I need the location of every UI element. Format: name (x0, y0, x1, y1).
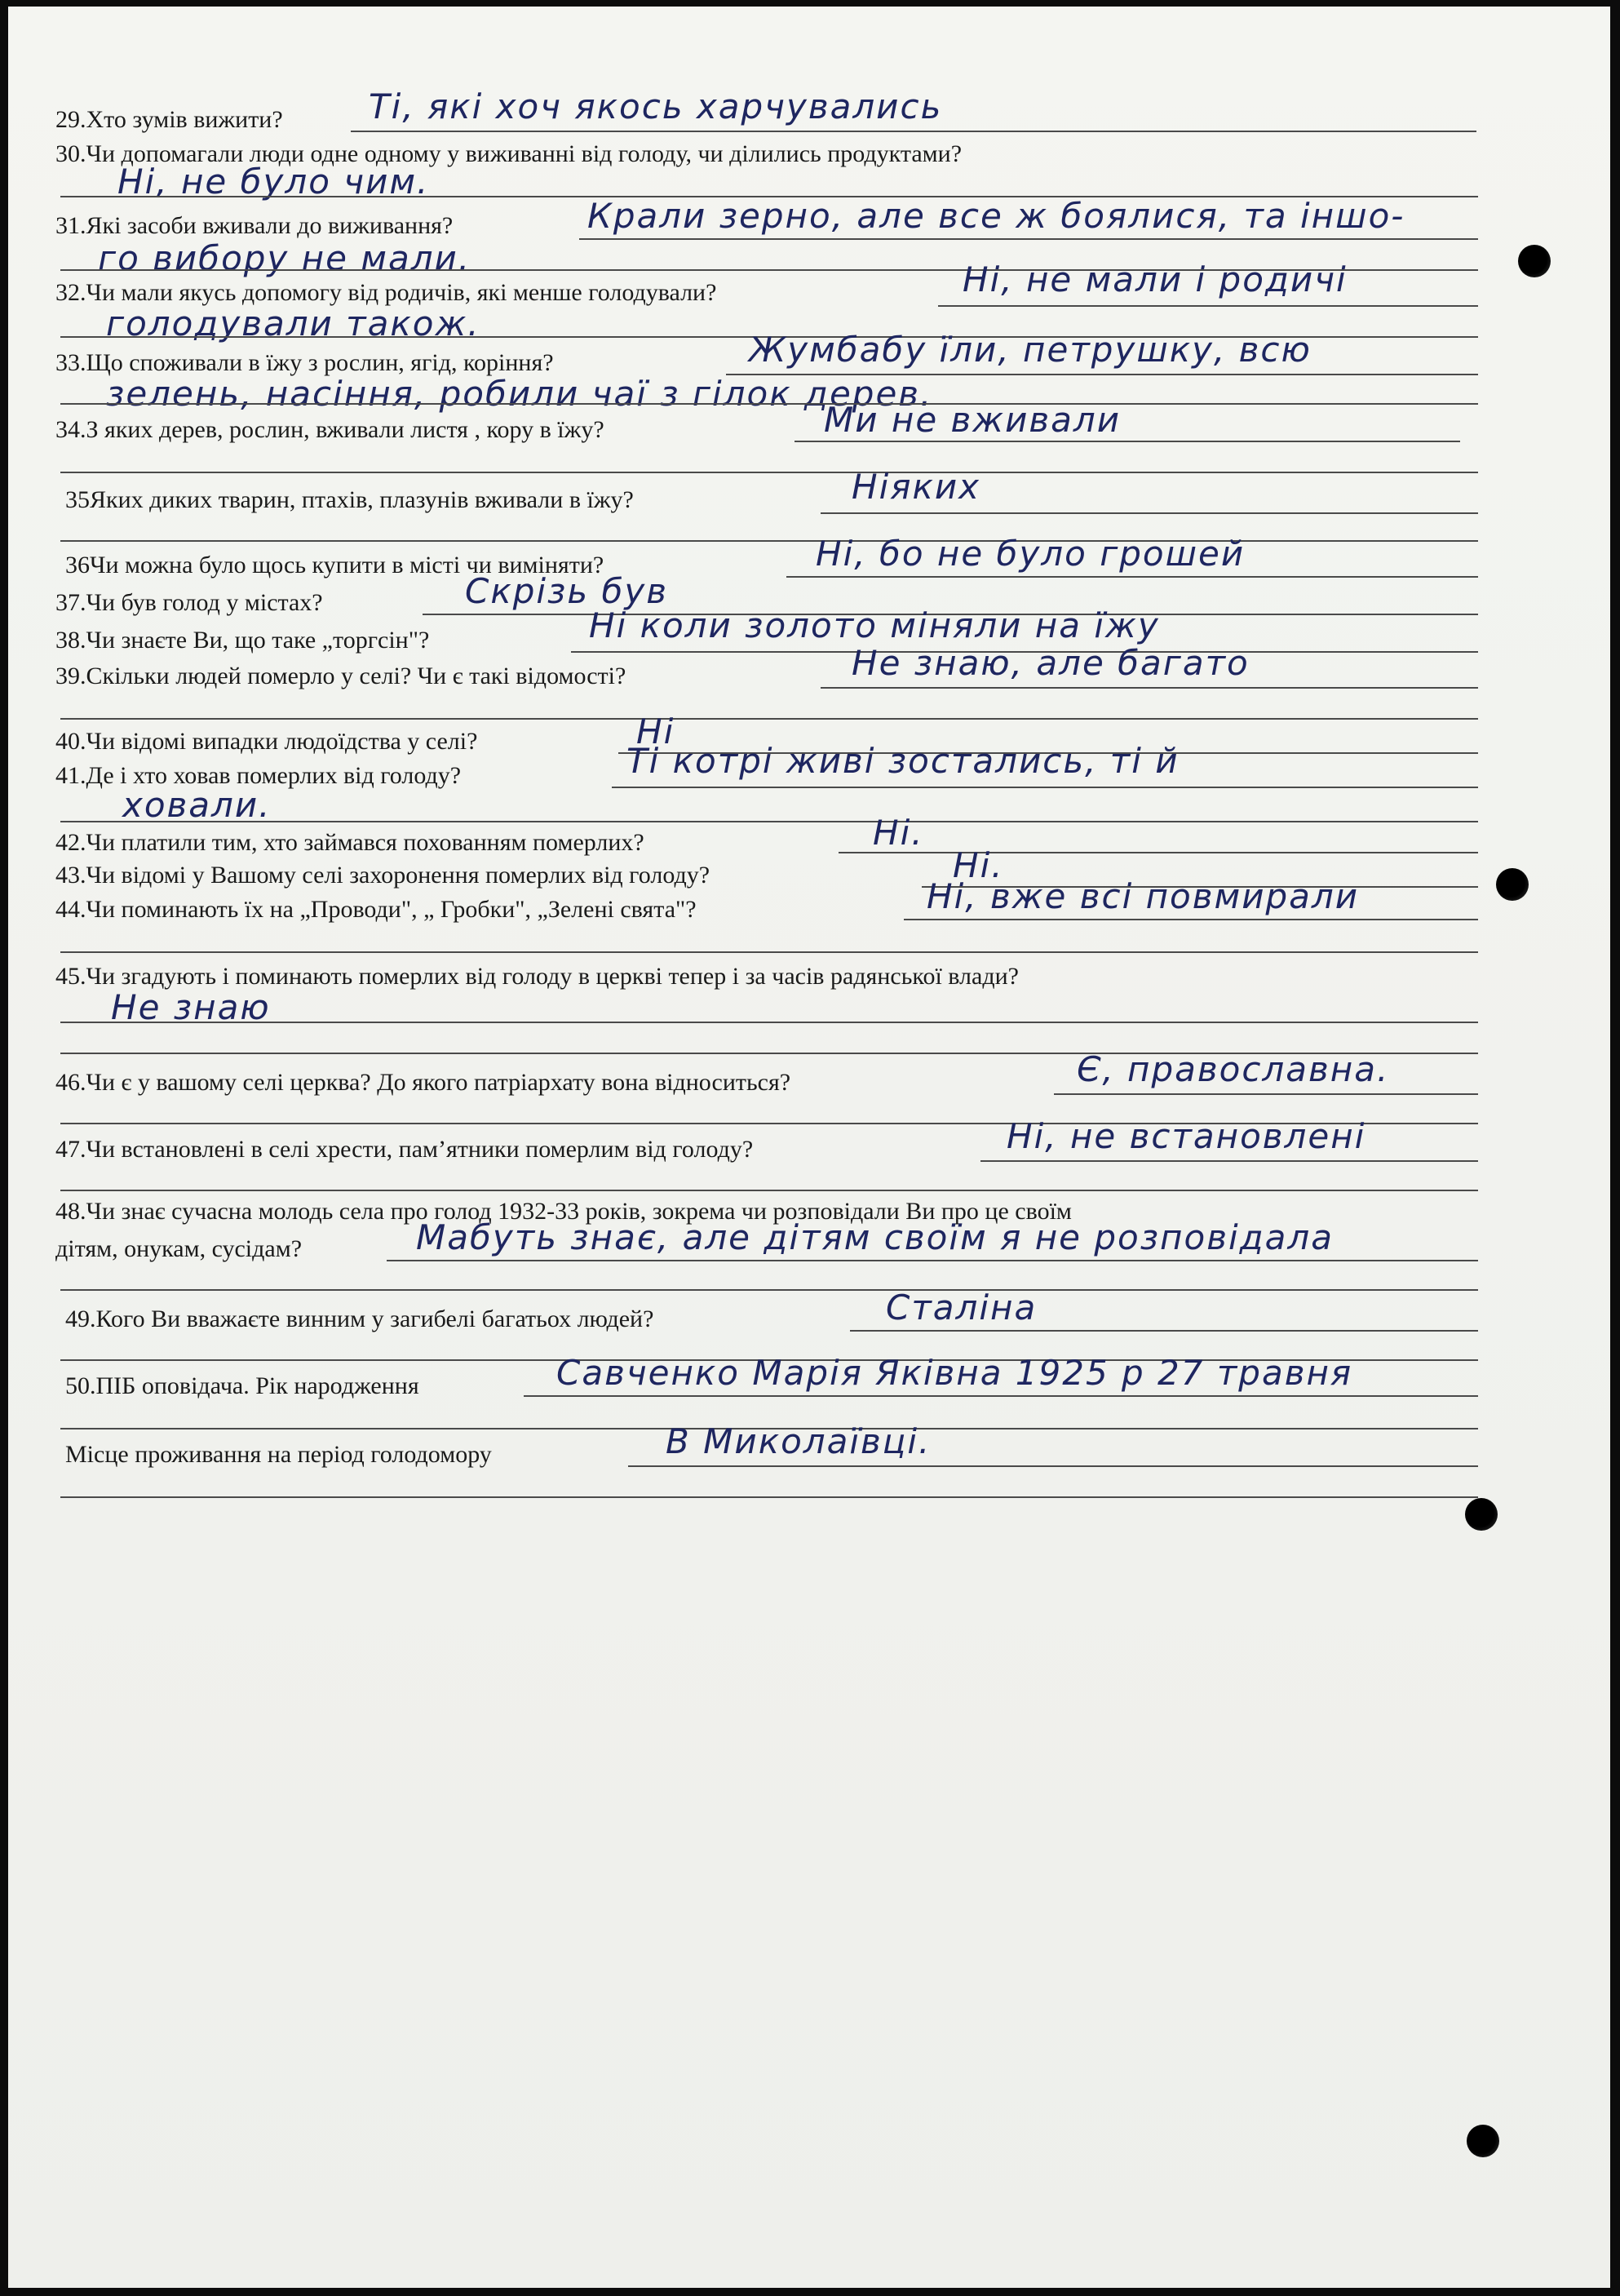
question-45: 45.Чи згадують і поминають померлих від голоду в церкві тепер і за часів радянської влади? (55, 963, 1019, 990)
answer-line (60, 540, 1478, 542)
question-44: 44.Чи поминають їх на „Проводи", „ Гробки", „Зелені свята"? (55, 896, 697, 923)
question-31: 31.Які засоби вживали до виживання? (55, 212, 454, 239)
answer-38: Ні коли золото міняли на їжу (589, 605, 1160, 645)
punch-hole (1496, 868, 1529, 901)
answer-49: Сталіна (886, 1288, 1038, 1328)
question-34: 34.З яких дерев, рослин, вживали листя , кору в їжу? (55, 416, 604, 443)
answer-line (821, 512, 1478, 514)
answer-44: Ні, вже всі повмирали (927, 876, 1360, 916)
question-42: 42.Чи платили тим, хто займався похованням померлих? (55, 829, 644, 856)
punch-hole (1465, 1498, 1498, 1531)
question-32: 32.Чи мали якусь допомогу від родичів, які менше голодували? (55, 279, 717, 306)
answer-32-line1: Ні, не мали і родичі (963, 259, 1348, 299)
answer-29: Ті, які хоч якось харчувались (369, 86, 943, 126)
answer-line (839, 852, 1478, 853)
answer-31-line2: го вибору не мали. (98, 238, 471, 278)
answer-line (628, 1465, 1478, 1467)
question-29: 29.Хто зумів вижити? (55, 106, 283, 133)
answer-line (60, 1190, 1478, 1191)
answer-line (1054, 1093, 1478, 1095)
answer-line (60, 1496, 1478, 1498)
answer-line (60, 472, 1478, 473)
answer-40: Ні (636, 711, 675, 751)
question-35: 35Яких диких тварин, птахів, плазунів вживали в їжу? (65, 486, 634, 513)
answer-line (612, 787, 1478, 788)
punch-hole (1467, 2125, 1499, 2157)
question-48-line1: 48.Чи знає сучасна молодь села про голод 1932-33 років, зокрема чи розповідали Ви про це своїм (55, 1198, 1072, 1225)
answer-47: Ні, не встановлені (1007, 1116, 1366, 1156)
questionnaire-page (8, 7, 1610, 2288)
punch-hole (1518, 245, 1551, 277)
answer-43: Ні. (953, 845, 1004, 885)
answer-46: Є, православна. (1077, 1049, 1390, 1089)
answer-45: Не знаю (111, 987, 271, 1027)
answer-41-line2: ховали. (122, 785, 272, 825)
answer-39: Не знаю, але багато (852, 643, 1250, 683)
question-50: 50.ПІБ оповідача. Рік народження (65, 1372, 419, 1399)
answer-line (60, 718, 1478, 720)
answer-30: Ні, не було чим. (117, 162, 430, 202)
answer-line (904, 919, 1478, 920)
question-37: 37.Чи був голод у містах? (55, 589, 323, 616)
answer-50: Савченко Марія Яківна 1925 р 27 травня (556, 1353, 1353, 1393)
answer-42: Ні. (873, 813, 924, 853)
answer-line (60, 951, 1478, 953)
answer-line (387, 1260, 1478, 1261)
question-36: 36Чи можна було щось купити в місті чи виміняти? (65, 552, 604, 578)
question-48-line2: дітям, онукам, сусідам? (55, 1235, 303, 1262)
answer-residence: В Миколаївці. (666, 1421, 932, 1461)
answer-line (821, 687, 1478, 689)
answer-line (579, 238, 1478, 240)
answer-36: Ні, бо не було грошей (816, 534, 1246, 574)
answer-33-line1: Жумбабу їли, петрушку, всю (749, 330, 1312, 370)
answer-32-line2: голодували також. (106, 304, 480, 344)
answer-line (60, 403, 1478, 405)
answer-35: Ніяких (852, 467, 981, 507)
question-43: 43.Чи відомі у Вашому селі захоронення померлих від голоду? (55, 862, 710, 889)
question-41: 41.Де і хто ховав померлих від голоду? (55, 762, 462, 789)
question-46: 46.Чи є у вашому селі церква? До якого патріархату вона відноситься? (55, 1069, 791, 1096)
answer-line (850, 1330, 1478, 1332)
answer-line (938, 305, 1478, 307)
answer-33-line2: зелень, насіння, робили чаї з гілок дерев. (106, 374, 933, 414)
answer-48: Мабуть знає, але дітям своїм я не розповідала (416, 1217, 1334, 1257)
question-47: 47.Чи встановлені в селі хрести, пам’ятники померлим від голоду? (55, 1136, 754, 1163)
answer-line (524, 1395, 1478, 1397)
question-33: 33.Що споживали в їжу з рослин, ягід, коріння? (55, 349, 554, 376)
question-39: 39.Скільки людей померло у селі? Чи є такі відомості? (55, 663, 626, 689)
answer-31-line1: Крали зерно, але все ж боялися, та іншо- (587, 196, 1405, 236)
answer-line (795, 441, 1460, 442)
answer-line (351, 131, 1476, 132)
answer-line (60, 1022, 1478, 1023)
question-40: 40.Чи відомі випадки людоїдства у селі? (55, 728, 478, 755)
question-38: 38.Чи знаєте Ви, що таке „торгсін"? (55, 627, 430, 654)
answer-line (980, 1160, 1478, 1162)
question-49: 49.Кого Ви вважаєте винним у загибелі багатьох людей? (65, 1305, 654, 1332)
answer-37: Скрізь був (465, 571, 668, 611)
answer-line (60, 821, 1478, 822)
answer-line (786, 576, 1478, 578)
question-30: 30.Чи допомагали люди одне одному у виживанні від голоду, чи ділились продуктами? (55, 140, 963, 167)
answer-41-line1: Ті котрі живі зостались, ті й (626, 741, 1180, 781)
answer-34: Ми не вживали (824, 400, 1122, 440)
question-residence: Місце проживання на період голодомору (65, 1441, 492, 1468)
answer-line (60, 1289, 1478, 1291)
